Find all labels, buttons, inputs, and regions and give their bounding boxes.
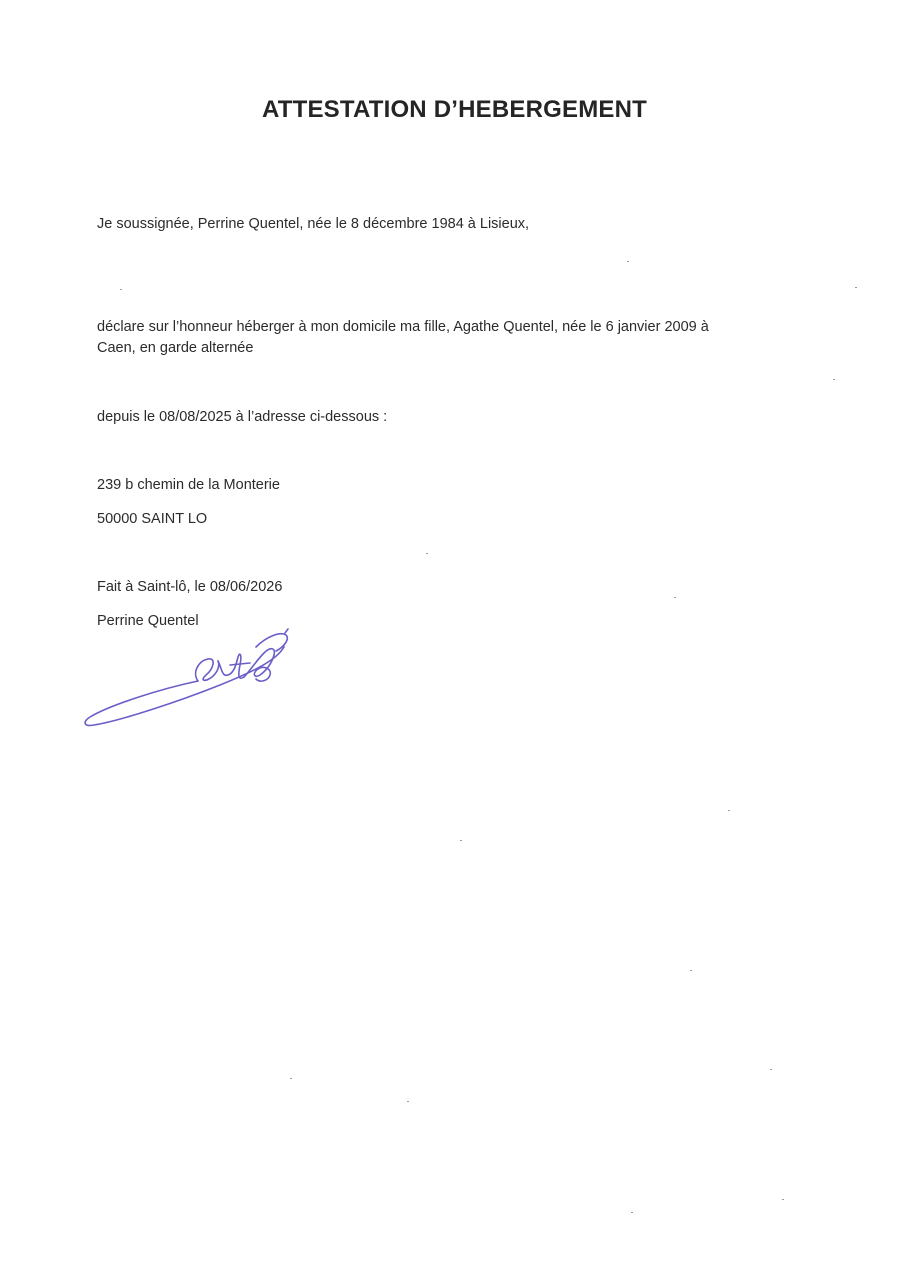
signatory-name: Perrine Quentel [97, 613, 199, 629]
scan-speck [728, 810, 730, 811]
address-street: 239 b chemin de la Monterie [97, 477, 280, 493]
declaration-line-1: déclare sur l’honneur héberger à mon domicile ma fille, Agathe Quentel, née le 6 janvier 2009 à [97, 319, 709, 335]
place-date-line: Fait à Saint-lô, le 08/06/2026 [97, 579, 283, 595]
scan-speck [460, 840, 462, 841]
scan-speck [290, 1078, 292, 1079]
scan-speck [120, 289, 122, 290]
scan-speck [782, 1199, 784, 1200]
scan-speck [426, 553, 428, 554]
since-line: depuis le 08/08/2025 à l’adresse ci-dessous : [97, 409, 388, 425]
address-city: 50000 SAINT LO [97, 511, 208, 527]
scan-speck [627, 261, 629, 262]
document-title: ATTESTATION D’HEBERGEMENT [262, 96, 647, 123]
scan-speck [407, 1101, 409, 1102]
scan-speck [690, 970, 692, 971]
scan-speck [631, 1212, 633, 1213]
handwritten-signature [80, 625, 300, 735]
intro-line: Je soussignée, Perrine Quentel, née le 8 décembre 1984 à Lisieux, [97, 216, 530, 232]
declaration-line-2: Caen, en garde alternée [97, 340, 254, 356]
declaration-paragraph [97, 317, 797, 359]
scan-speck [833, 379, 835, 380]
scan-speck [770, 1069, 772, 1070]
scan-speck [674, 597, 676, 598]
scan-speck [855, 287, 857, 288]
